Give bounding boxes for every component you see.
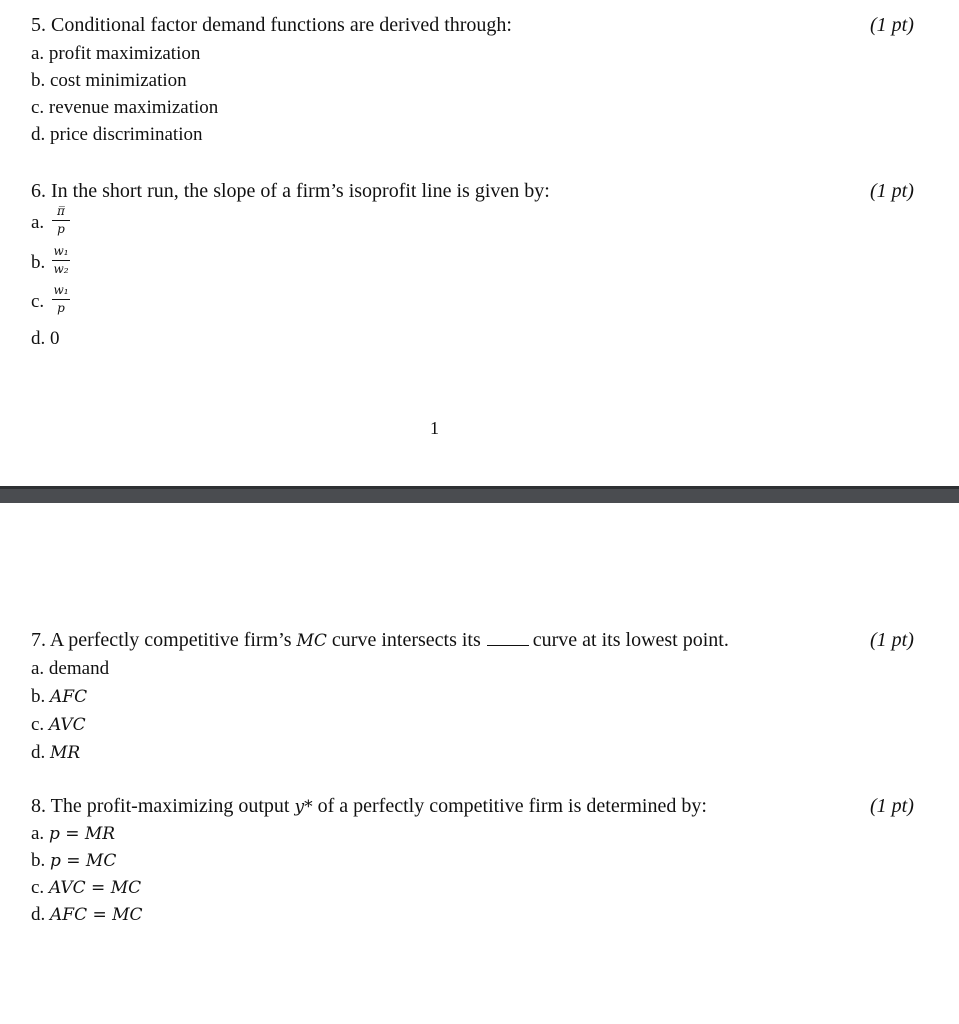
question-5-points: (1 pt) (870, 14, 914, 36)
fraction-denominator: w₂ (53, 262, 69, 276)
question-8-text (31, 793, 707, 821)
option-label: b. (31, 686, 50, 707)
page-separator (0, 486, 959, 503)
option-label: c. (31, 877, 49, 898)
question-7-option-c (31, 711, 86, 739)
question-7-blank (487, 644, 529, 646)
fraction-bar (52, 260, 70, 261)
question-7-text-start: 7. A perfectly competitive firm’s (31, 629, 297, 651)
question-6-option-c-fraction (52, 284, 70, 315)
question-5-text: 5. Conditional factor demand functions are derived through: (31, 14, 512, 36)
fraction-denominator: p (57, 222, 65, 236)
option-value: AVC = MC (48, 878, 142, 898)
question-6-option-d: d. 0 (31, 328, 60, 349)
option-label: c. (31, 714, 49, 735)
question-7-mc: MC (296, 631, 327, 651)
question-8-option-a (31, 820, 115, 848)
page-1 (0, 0, 959, 486)
fraction-numerator: π̅ (57, 204, 65, 218)
question-8-text-end: of a perfectly competitive firm is determined by: (312, 795, 707, 817)
fraction-numerator: w₁ (53, 244, 69, 258)
question-7-text (31, 627, 729, 655)
option-label: a. (31, 823, 49, 844)
question-8-option-c (31, 874, 141, 902)
option-label: d. (31, 904, 50, 925)
question-8-option-d (31, 901, 143, 929)
option-value: AFC = MC (50, 905, 143, 925)
question-6-option-a-fraction (52, 205, 70, 236)
option-value: MR (50, 743, 81, 763)
option-label: d. (31, 742, 50, 763)
question-6-points: (1 pt) (870, 180, 914, 202)
question-5-option-d: d. price discrimination (31, 124, 203, 145)
question-8-text-start: 8. The profit-maximizing output (31, 795, 295, 817)
question-8-points: (1 pt) (870, 795, 914, 817)
option-value: AVC (48, 715, 86, 735)
option-label: b. (31, 850, 50, 871)
question-5-option-b: b. cost minimization (31, 70, 187, 91)
question-8-y-star: y* (294, 797, 313, 817)
question-7-option-a: a. demand (31, 658, 110, 679)
option-value: p = MR (48, 824, 116, 844)
question-7-option-b (31, 683, 87, 711)
question-6-option-b-label: b. (31, 252, 46, 273)
fraction-denominator: p (57, 301, 65, 315)
option-value: p = MC (50, 851, 117, 871)
fraction-numerator: w₁ (53, 283, 69, 297)
question-7-points: (1 pt) (870, 629, 914, 651)
question-6-option-c-label: c. (31, 291, 45, 312)
question-5-option-c: c. revenue maximization (31, 97, 219, 118)
question-8-option-b (31, 847, 116, 875)
fraction-bar (52, 220, 70, 221)
question-7-text-middle: curve intersects its (326, 629, 481, 651)
fraction-bar (52, 299, 70, 300)
option-value: AFC (50, 687, 88, 707)
question-5-option-a: a. profit maximization (31, 43, 201, 64)
page-number: 1 (430, 418, 439, 438)
question-6-text: 6. In the short run, the slope of a firm’s isoprofit line is given by: (31, 180, 550, 202)
question-7-text-end: curve at its lowest point. (532, 629, 729, 651)
question-6-option-b-fraction (52, 245, 70, 276)
page-2 (0, 503, 959, 1024)
question-7-option-d (31, 739, 80, 767)
question-6-option-a-label: a. (31, 212, 45, 233)
